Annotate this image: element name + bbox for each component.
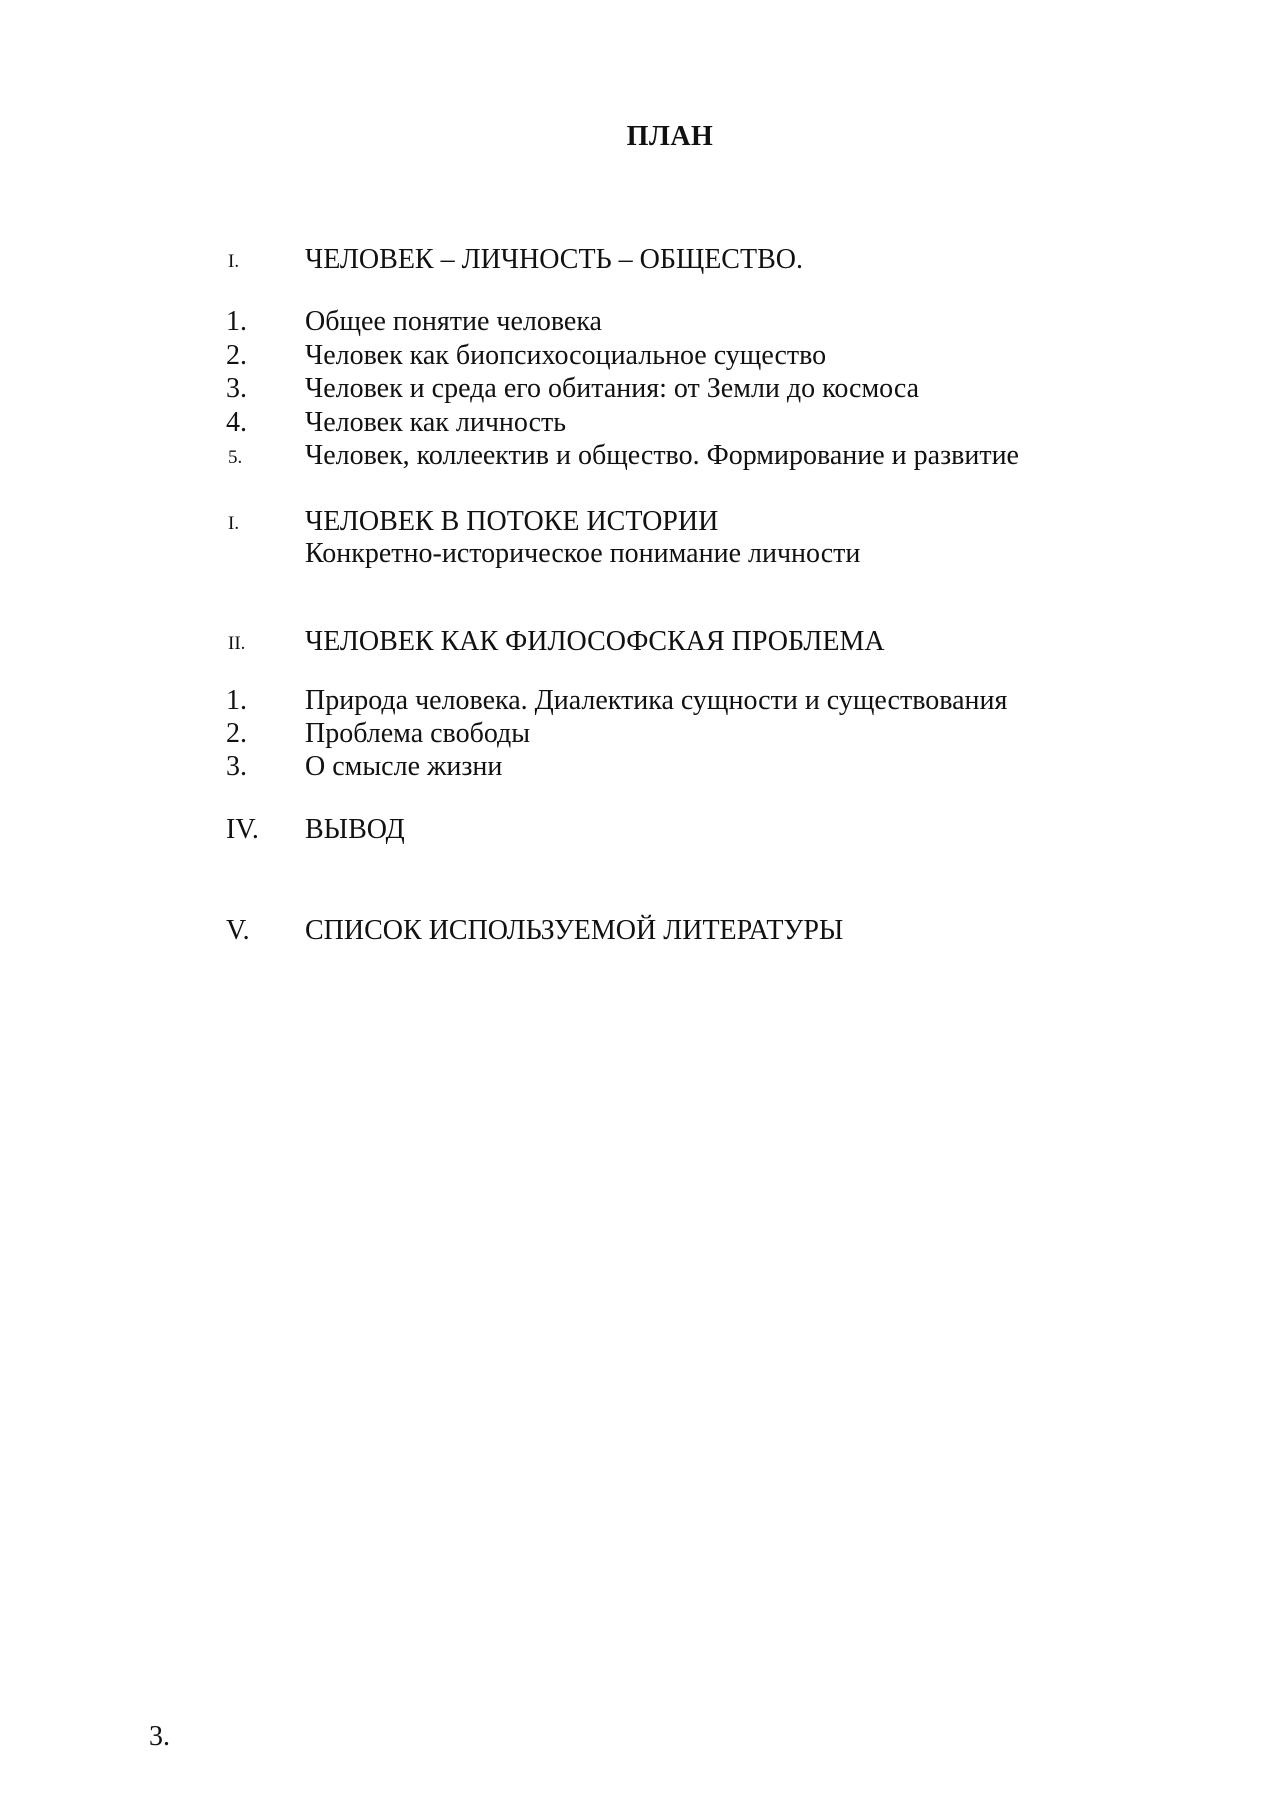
list-item-text: Природа человека. Диалектика сущности и существования — [305, 685, 1008, 716]
section-numeral: IV. — [226, 814, 259, 845]
list-item-text: Общее понятие человека — [305, 306, 602, 337]
list-item-number: 5. — [228, 447, 243, 468]
section-numeral: II. — [228, 633, 246, 654]
section-heading: ЧЕЛОВЕК – ЛИЧНОСТЬ – ОБЩЕСТВО. — [305, 244, 803, 275]
list-item-text: Человек и среда его обитания: от Земли до космоса — [305, 373, 920, 404]
list-item-text: Человек как личность — [305, 407, 567, 438]
list-item-text: О смысле жизни — [305, 751, 503, 782]
list-item-number: 4. — [226, 407, 247, 438]
section-numeral: I. — [228, 513, 240, 534]
list-item-text: Человек как биопсихосоциальное существо — [305, 340, 827, 371]
list-item-number: 3. — [226, 373, 247, 404]
section-numeral: I. — [228, 251, 240, 272]
section-heading: ЧЕЛОВЕК КАК ФИЛОСОФСКАЯ ПРОБЛЕМА — [305, 626, 885, 657]
list-item-number: 1. — [226, 685, 247, 716]
list-item-text: Проблема свободы — [305, 718, 531, 749]
page-marker: 3. — [149, 1721, 170, 1752]
section-heading: ЧЕЛОВЕК В ПОТОКЕ ИСТОРИИ — [305, 506, 719, 537]
list-item-number: 3. — [226, 751, 247, 782]
section-subline: Конкретно-историческое понимание личности — [305, 538, 861, 569]
section-numeral: V. — [226, 915, 250, 946]
list-item-number: 2. — [226, 340, 247, 371]
list-item-number: 2. — [226, 718, 247, 749]
section-heading: СПИСОК ИСПОЛЬЗУЕМОЙ ЛИТЕРАТУРЫ — [305, 915, 844, 946]
section-heading: ВЫВОД — [305, 814, 405, 845]
page-title: ПЛАН — [626, 121, 714, 152]
list-item-number: 1. — [226, 306, 247, 337]
list-item-text: Человек, коллеектив и общество. Формирование и развитие — [305, 440, 1019, 471]
